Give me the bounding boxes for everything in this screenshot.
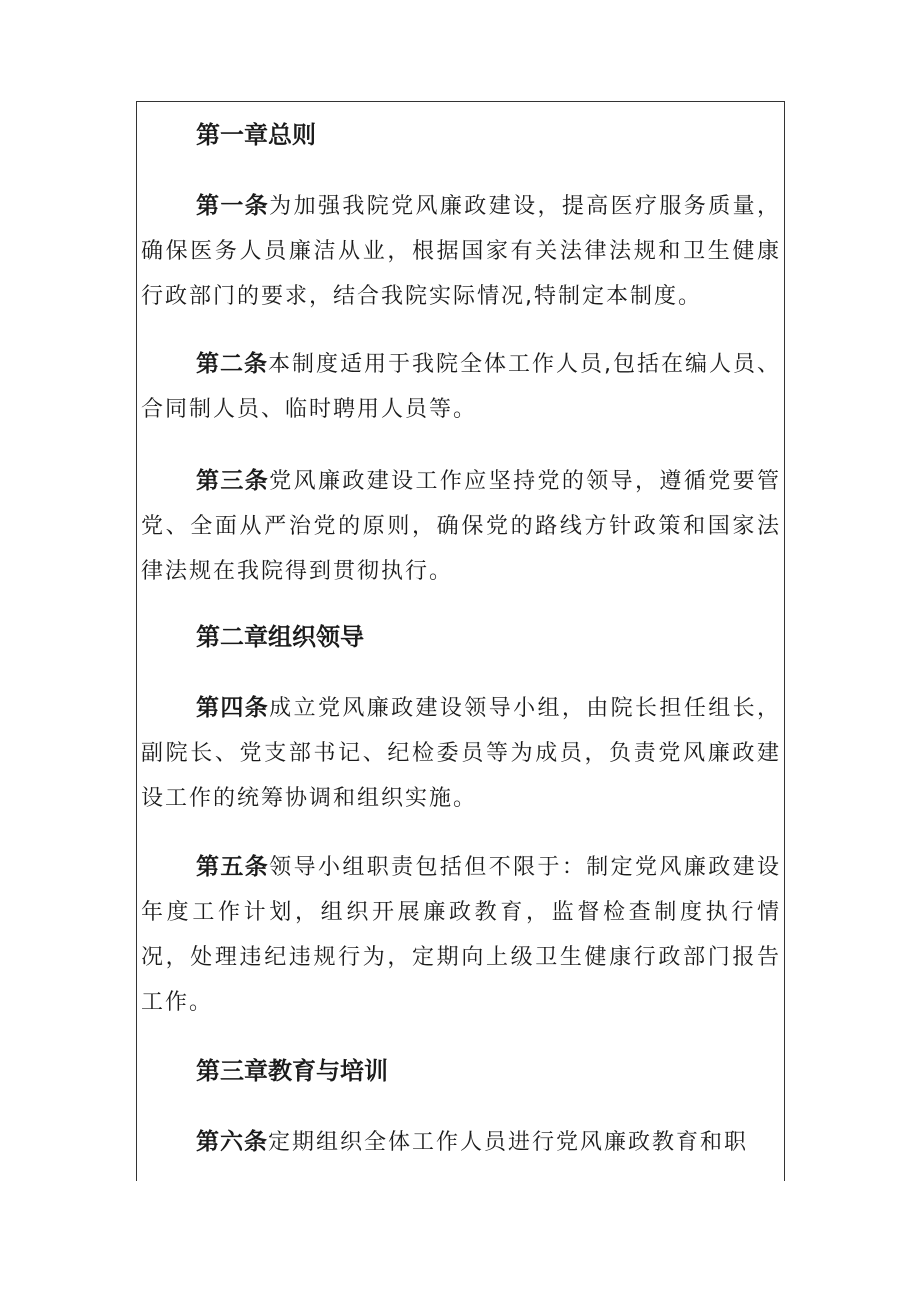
article-4-number: 第四条: [196, 695, 270, 721]
article-2-number: 第二条: [196, 351, 268, 377]
article-4: [141, 686, 781, 821]
article-5: [141, 845, 781, 1025]
article-1-text: 为加强我院党风廉政建设，提高医疗服务质量，确保医务人员廉洁从业，根据国家有关法律法规和卫生健康行政部门的要求，结合我院实际情况,特制定本制度。: [141, 194, 781, 309]
article-3-number: 第三条: [196, 468, 270, 494]
article-5-number: 第五条: [196, 854, 270, 880]
chapter-1-heading: 第一章总则: [196, 121, 316, 149]
article-1-number: 第一条: [196, 193, 270, 219]
article-6-number: 第六条: [196, 1129, 268, 1155]
chapter-3-heading: 第三章教育与培训: [196, 1057, 388, 1085]
article-2-text: 本制度适用于我院全体工作人员,包括在编人员、合同制人员、临时聘用人员等。: [141, 352, 781, 422]
article-6: [141, 1120, 781, 1165]
article-6-text: 定期组织全体工作人员进行党风廉政教育和职: [268, 1130, 749, 1155]
chapter-2-heading: 第二章组织领导: [196, 623, 364, 651]
article-3: [141, 459, 781, 594]
article-4-text: 成立党风廉政建设领导小组，由院长担任组长，副院长、党支部书记、纪检委员等为成员，负责党风廉政建设工作的统筹协调和组织实施。: [141, 696, 781, 811]
document-body: [141, 116, 781, 1165]
article-1: [141, 184, 781, 319]
article-2: [141, 342, 781, 432]
article-5-text: 领导小组职责包括但不限于：制定党风廉政建设年度工作计划，组织开展廉政教育，监督检查制度执行情况，处理违纪违规行为，定期向上级卫生健康行政部门报告工作。: [141, 855, 781, 1015]
article-3-text: 党风廉政建设工作应坚持党的领导，遵循党要管党、全面从严治党的原则，确保党的路线方针政策和国家法律法规在我院得到贯彻执行。: [141, 469, 781, 584]
